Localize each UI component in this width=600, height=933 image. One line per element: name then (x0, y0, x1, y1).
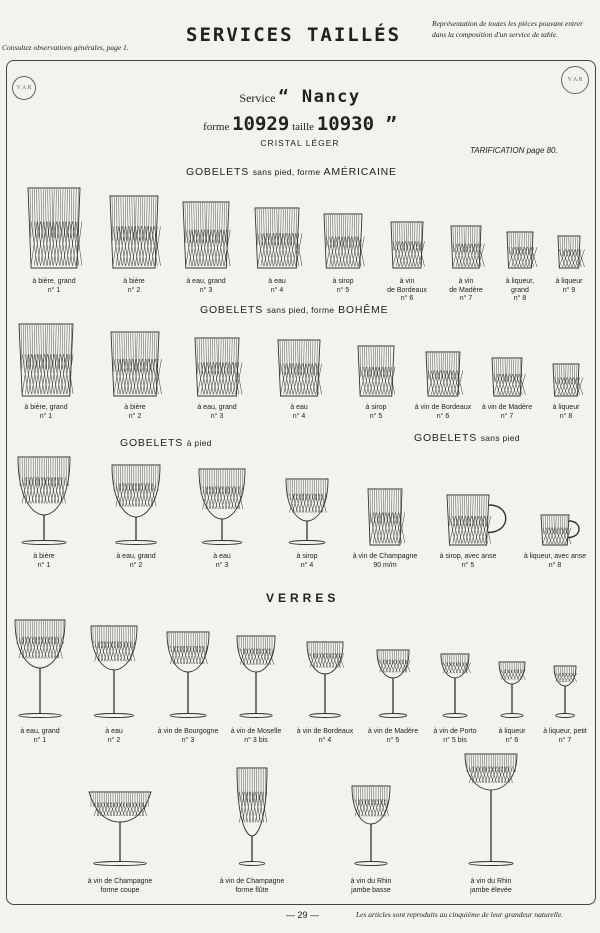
glass-label-line: à eau, grand (186, 278, 226, 285)
header-right-note: Représentation de toutes les pièces pouvant entrer dans la composition d'un service de table. (432, 19, 583, 39)
glass-label-line: n° 2 (107, 736, 121, 744)
glass-illustration (541, 515, 585, 545)
glass-label-line: à vin de Bordeaux (296, 728, 354, 735)
glass-label-line: grand (511, 286, 529, 294)
page-number: — 29 — (286, 910, 320, 920)
glass-illustration (307, 642, 343, 718)
glass-label-line: à bière (124, 404, 146, 411)
glass-illustration (492, 358, 522, 396)
glass-label-line: à vin (399, 278, 415, 285)
glass-label (340, 553, 430, 570)
glass-label-line: à vin de Porto (433, 728, 477, 735)
glass-label (262, 553, 352, 570)
glass-label (510, 553, 600, 570)
glass-label-line: n° 3 (215, 561, 229, 569)
glass-item-row2-2 (90, 332, 180, 420)
glass-label-line: à eau, grand (197, 404, 237, 411)
glass-label-line: à vin de Champagne (352, 553, 418, 560)
glass-label (326, 878, 416, 895)
glass-label-line: n° 8 (548, 561, 562, 569)
glass-label-line: n° 8 (513, 295, 527, 302)
glass-illustration (18, 457, 70, 545)
glass-item-row5-1 (75, 792, 165, 894)
glass-label-line: à sirop (296, 553, 318, 560)
footer-note: Les articles sont reproduits au cinquième de leur grandeur naturelle. (356, 910, 564, 919)
glass-label (446, 878, 536, 895)
glass-label-line: de Bordeaux (387, 286, 427, 294)
glass-label (9, 278, 99, 295)
glass-item-row2-3 (172, 338, 262, 420)
glass-label (521, 404, 600, 421)
glass-label-line: à vin de Madère (481, 404, 533, 411)
section-americaine: GOBELETS sans pied, forme AMÉRICAINE (186, 166, 397, 178)
glass-illustration (465, 754, 517, 866)
glass-label-line: n° 1 (39, 412, 53, 420)
glass-label-line: n° 8 (559, 412, 573, 420)
glass-illustration (199, 469, 245, 545)
glass-label-line: à liqueur (555, 278, 583, 285)
glass-label-line: n° 6 (400, 295, 414, 302)
glass-label-line: n° 2 (128, 412, 142, 420)
tarif-note: TARIFICATION page 80. (470, 146, 558, 155)
glass-illustration (167, 632, 209, 718)
glass-label-line: à liqueur (552, 404, 580, 411)
taille-label: taille (292, 121, 315, 133)
glass-label (75, 878, 165, 895)
forme-number: 10929 (232, 113, 290, 135)
glass-label-line: à liqueur, (505, 278, 535, 285)
glass-label-line: à vin de Madère (367, 728, 419, 735)
glass-label-line: à vin (458, 278, 474, 285)
glass-item-row1-1 (9, 188, 99, 294)
glass-illustration (358, 346, 394, 396)
glass-illustration (553, 364, 579, 396)
glass-label-line: n° 3 (181, 736, 195, 744)
glass-label (524, 278, 600, 295)
glass-label-line: à eau (105, 728, 123, 735)
glass-label-line: à liqueur (498, 728, 526, 735)
glass-label (91, 553, 181, 570)
glass-label-line: à bière, grand (32, 278, 76, 285)
glass-label-line: à eau (290, 404, 308, 411)
glass-label-line: forme coupe (100, 886, 140, 894)
glass-label-line: n° 7 (558, 736, 572, 744)
glass-label-line: à vin de Champagne (87, 878, 153, 885)
glass-label-line: à liqueur, avec anse (523, 553, 587, 560)
glass-illustration (237, 636, 275, 718)
glass-item-row2-1 (1, 324, 91, 420)
glass-label-line: n° 9 (562, 286, 576, 294)
glass-label (177, 553, 267, 570)
glass-label (423, 553, 513, 570)
forme-label: forme (203, 121, 230, 133)
glass-label (172, 404, 262, 421)
glass-label-line: n° 7 (500, 412, 514, 420)
glass-label-line: n° 3 (199, 286, 213, 294)
glass-label-line: n° 4 (300, 561, 314, 569)
glass-label-line: n° 3 (210, 412, 224, 420)
glass-illustration (91, 626, 137, 718)
glass-illustration (112, 465, 160, 545)
glass-illustration (352, 786, 390, 866)
glass-illustration (391, 222, 423, 268)
glass-label-line: à vin de Bordeaux (414, 404, 472, 411)
glass-label-line: n° 7 (459, 295, 473, 302)
glass-label-line: à liqueur, petit (543, 728, 587, 735)
glass-item-row5-3 (326, 786, 416, 894)
glass-illustration (558, 236, 580, 268)
glass-item-row2-8 (521, 364, 600, 420)
glass-item-row3-1 (0, 457, 89, 569)
glass-label-line: à sirop, avec anse (439, 553, 497, 560)
glass-label-line: n° 5 bis (443, 736, 467, 744)
glass-label-line: à eau, grand (116, 553, 156, 560)
taille-number: 10930 ” (316, 113, 397, 135)
glass-label-line: jambe basse (351, 886, 391, 894)
glass-item-row4-9 (520, 666, 600, 744)
glass-label-line: n° 4 (318, 736, 332, 744)
glass-label-line: n° 4 (270, 286, 284, 294)
header-left-note: Consultez observations générales, page 1. (2, 43, 129, 52)
glass-label-line: n° 2 (129, 561, 143, 569)
glass-illustration (183, 202, 229, 268)
glass-label-line: à bière (33, 553, 55, 560)
glass-label (90, 404, 180, 421)
glass-label-line: n° 6 (436, 412, 450, 420)
glass-label-line: à bière, grand (24, 404, 68, 411)
glass-label-line: n° 6 (505, 736, 519, 744)
glass-item-row3-6 (423, 495, 513, 569)
glass-label-line: à sirop (332, 278, 354, 285)
glass-label-line: n° 1 (47, 286, 61, 294)
glass-illustration (426, 352, 460, 396)
glass-label-line: n° 5 (461, 561, 475, 569)
glass-illustration (441, 654, 469, 718)
glass-label-line: de Madère (449, 286, 483, 294)
glass-illustration (28, 188, 80, 268)
glass-item-row3-2 (91, 465, 181, 569)
glass-label-line: à bière (123, 278, 145, 285)
glass-label (520, 728, 600, 745)
forme-line (0, 113, 600, 135)
glass-label-line: n° 1 (37, 561, 51, 569)
glass-item-row3-7 (510, 515, 600, 569)
glass-label-line: à vin de Bourgogne (157, 728, 219, 735)
glass-label-line: n° 3 bis (244, 736, 268, 744)
glass-item-row5-2 (207, 768, 297, 894)
seal-left-icon: V A R (12, 76, 36, 100)
glass-illustration (447, 495, 514, 545)
seal-right-icon: V A R (561, 66, 589, 94)
glass-illustration (15, 620, 65, 718)
glass-label-line: n° 5 (336, 286, 350, 294)
glass-label-line: n° 1 (33, 736, 47, 744)
section-a-pied: GOBELETS à pied (120, 437, 212, 449)
glass-label-line: à vin de Moselle (230, 728, 282, 735)
glass-illustration (19, 324, 73, 396)
glass-label (0, 553, 89, 570)
glass-label (207, 878, 297, 895)
glass-label-line: jambe élevée (470, 886, 512, 894)
material-line: CRISTAL LÉGER (260, 138, 340, 148)
glass-illustration (237, 768, 267, 866)
glass-illustration (195, 338, 239, 396)
glass-label-line: à vin de Champagne (219, 878, 285, 885)
glass-label-line: à eau (213, 553, 231, 560)
glass-label-line: à eau, grand (20, 728, 60, 735)
glass-label (1, 404, 91, 421)
glass-illustration (377, 650, 409, 718)
glass-label-line: à eau (268, 278, 286, 285)
glass-label-line: à vin du Rhin (350, 878, 392, 885)
service-prefix: Service (239, 91, 276, 105)
glass-label-line: n° 2 (127, 286, 141, 294)
glass-label-line: n° 5 (386, 736, 400, 744)
glass-item-row3-3 (177, 469, 267, 569)
glass-illustration (278, 340, 320, 396)
section-sans-pied: GOBELETS sans pied (414, 432, 520, 444)
glass-item-row3-5 (340, 489, 430, 569)
service-heading (0, 87, 600, 107)
page-title: SERVICES TAILLÉS (186, 24, 402, 46)
glass-illustration (554, 666, 576, 718)
section-verres: VERRES (266, 591, 340, 605)
glass-label-line: n° 5 (369, 412, 383, 420)
glass-label-line: n° 4 (292, 412, 306, 420)
glass-illustration (368, 489, 402, 545)
glass-item-row1-9 (524, 236, 600, 294)
glass-item-row5-4 (446, 754, 536, 894)
section-boheme: GOBELETS sans pied, forme BOHÊME (200, 304, 389, 316)
glass-label-line: forme flûte (235, 886, 269, 894)
glass-label-line: 90 m/m (373, 561, 397, 569)
glass-label-line: à vin du Rhin (470, 878, 512, 885)
service-name: “ Nancy (278, 87, 361, 107)
glass-illustration (111, 332, 159, 396)
glass-illustration (110, 196, 158, 268)
glass-illustration (89, 792, 151, 866)
glass-illustration (255, 208, 299, 268)
glass-label-line: à sirop (365, 404, 387, 411)
glass-item-row3-4 (262, 479, 352, 569)
glass-illustration (286, 479, 328, 545)
glass-illustration (324, 214, 362, 268)
